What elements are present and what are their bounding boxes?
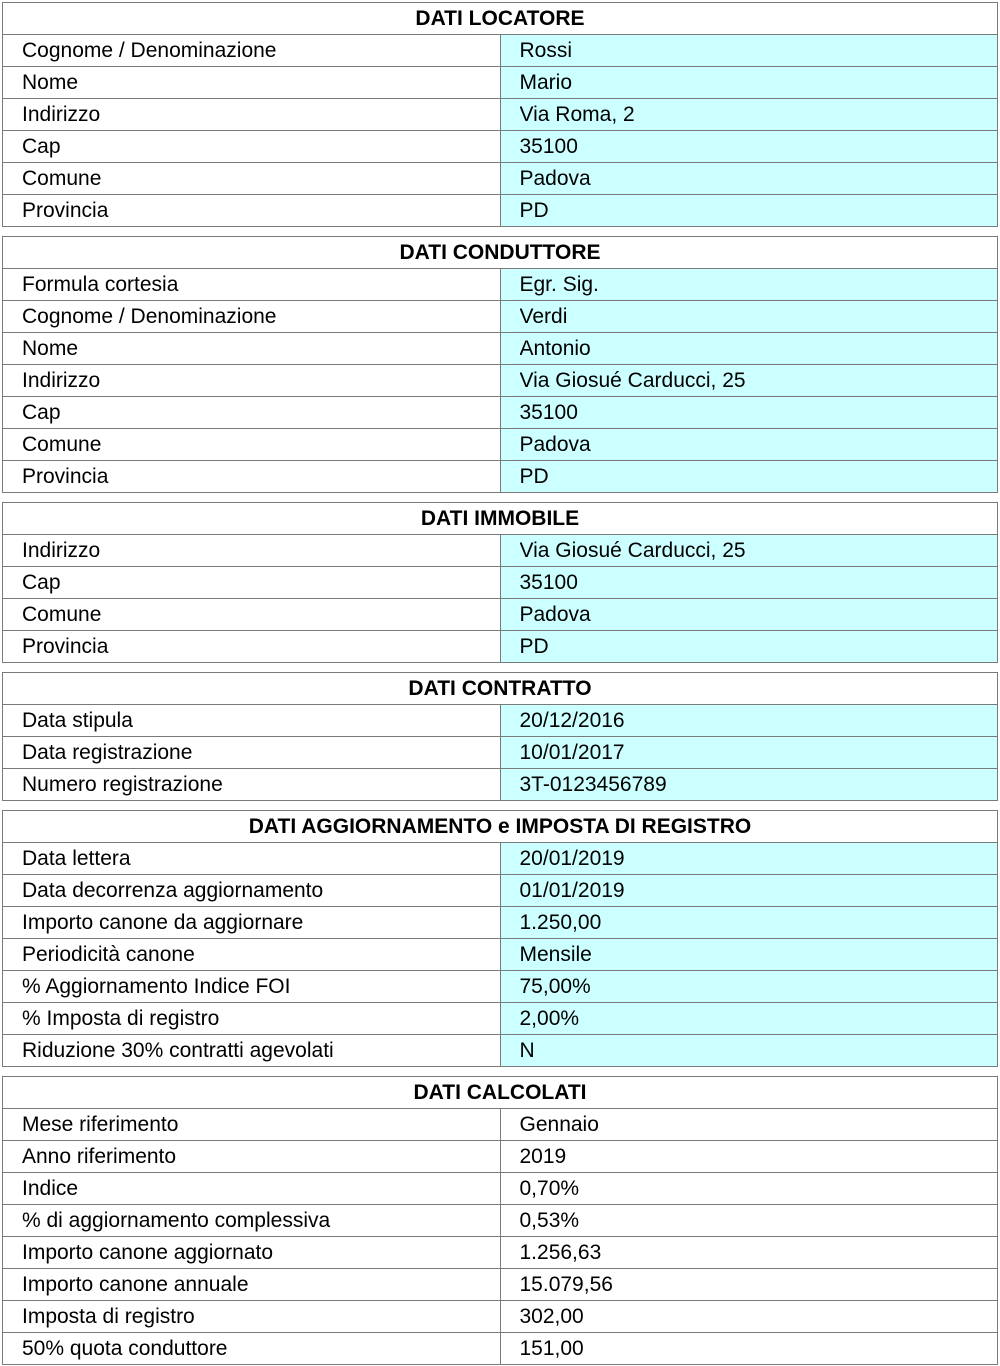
locatore-cognome-input[interactable]: [520, 35, 998, 66]
conduttore-cap-input[interactable]: [520, 397, 998, 428]
field-value-cell[interactable]: [500, 397, 998, 429]
contratto-data-registrazione-input[interactable]: [520, 737, 998, 768]
field-label: Provincia: [3, 461, 501, 493]
field-value-cell[interactable]: [500, 131, 998, 163]
conduttore-formula-input[interactable]: [520, 269, 998, 300]
field-value-cell[interactable]: [500, 535, 998, 567]
field-value-cell[interactable]: [500, 195, 998, 227]
field-value-cell[interactable]: [500, 875, 998, 907]
conduttore-indirizzo-input[interactable]: [520, 365, 998, 396]
field-label: Indirizzo: [3, 365, 501, 397]
field-label: Data decorrenza aggiornamento: [3, 875, 501, 907]
table-row: [3, 1269, 998, 1301]
field-label: 50% quota conduttore: [3, 1333, 501, 1365]
form-row: [3, 397, 998, 429]
field-value-cell[interactable]: [500, 301, 998, 333]
field-label: % di aggiornamento complessiva: [3, 1205, 501, 1237]
conduttore-comune-input[interactable]: [520, 429, 998, 460]
field-label: Comune: [3, 429, 501, 461]
form-row: [3, 535, 998, 567]
form-row: [3, 131, 998, 163]
field-value-cell[interactable]: [500, 843, 998, 875]
section-title: DATI LOCATORE: [3, 3, 998, 35]
field-value-cell[interactable]: [500, 1003, 998, 1035]
field-label: Imposta di registro: [3, 1301, 501, 1333]
field-label: Cap: [3, 567, 501, 599]
form-row: [3, 301, 998, 333]
aggiornamento-imposta-registro-input[interactable]: [520, 1003, 998, 1034]
table-row: [3, 1333, 998, 1365]
form-row: [3, 1003, 998, 1035]
field-value-cell[interactable]: [500, 35, 998, 67]
field-label: Indirizzo: [3, 535, 501, 567]
field-label: Riduzione 30% contratti agevolati: [3, 1035, 501, 1067]
field-label: Data lettera: [3, 843, 501, 875]
immobile-comune-input[interactable]: [520, 599, 998, 630]
section-calcolati: [2, 1076, 998, 1365]
computed-value: 0,53%: [500, 1205, 998, 1237]
field-value-cell[interactable]: [500, 971, 998, 1003]
aggiornamento-periodicita-input[interactable]: [520, 939, 998, 970]
section-contratto: [2, 672, 998, 801]
field-value-cell[interactable]: [500, 907, 998, 939]
field-value-cell[interactable]: [500, 333, 998, 365]
immobile-indirizzo-input[interactable]: [520, 535, 998, 566]
computed-value: 15.079,56: [500, 1269, 998, 1301]
form-row: [3, 907, 998, 939]
field-value-cell[interactable]: [500, 1035, 998, 1067]
aggiornamento-importo-canone-input[interactable]: [520, 907, 998, 938]
field-value-cell[interactable]: [500, 461, 998, 493]
field-value-cell[interactable]: [500, 939, 998, 971]
form-row: [3, 163, 998, 195]
form-row: [3, 67, 998, 99]
section-locatore: [2, 2, 998, 227]
form-row: [3, 195, 998, 227]
aggiornamento-data-lettera-input[interactable]: [520, 843, 998, 874]
table-row: [3, 1301, 998, 1333]
locatore-comune-input[interactable]: [520, 163, 998, 194]
form-row: [3, 333, 998, 365]
form-row: [3, 599, 998, 631]
aggiornamento-indice-foi-input[interactable]: [520, 971, 998, 1002]
section-title: DATI CONDUTTORE: [3, 237, 998, 269]
computed-value: 151,00: [500, 1333, 998, 1365]
section-aggiornamento: [2, 810, 998, 1067]
field-label: Cognome / Denominazione: [3, 301, 501, 333]
form-row: [3, 99, 998, 131]
field-value-cell[interactable]: [500, 429, 998, 461]
field-label: Data registrazione: [3, 737, 501, 769]
section-immobile: [2, 502, 998, 663]
table-row: [3, 1109, 998, 1141]
table-row: [3, 1141, 998, 1173]
contratto-data-stipula-input[interactable]: [520, 705, 998, 736]
conduttore-provincia-input[interactable]: [520, 461, 998, 492]
field-value-cell[interactable]: [500, 705, 998, 737]
field-label: Cognome / Denominazione: [3, 35, 501, 67]
field-label: Importo canone aggiornato: [3, 1237, 501, 1269]
section-conduttore: [2, 236, 998, 493]
computed-value: 2019: [500, 1141, 998, 1173]
immobile-provincia-input[interactable]: [520, 631, 998, 662]
field-label: Indirizzo: [3, 99, 501, 131]
form-row: [3, 971, 998, 1003]
form-row: [3, 769, 998, 801]
locatore-nome-input[interactable]: [520, 67, 998, 98]
field-value-cell[interactable]: [500, 769, 998, 801]
section-title: DATI CALCOLATI: [3, 1077, 998, 1109]
field-label: Cap: [3, 397, 501, 429]
field-value-cell[interactable]: [500, 99, 998, 131]
field-value-cell[interactable]: [500, 365, 998, 397]
field-value-cell[interactable]: [500, 567, 998, 599]
form-row: [3, 843, 998, 875]
field-label: Importo canone annuale: [3, 1269, 501, 1301]
conduttore-nome-input[interactable]: [520, 333, 998, 364]
immobile-cap-input[interactable]: [520, 567, 998, 598]
field-label: Formula cortesia: [3, 269, 501, 301]
field-value-cell[interactable]: [500, 631, 998, 663]
form-row: [3, 461, 998, 493]
section-title: DATI CONTRATTO: [3, 673, 998, 705]
field-label: Cap: [3, 131, 501, 163]
form-row: [3, 429, 998, 461]
locatore-indirizzo-input[interactable]: [520, 99, 998, 130]
field-label: Provincia: [3, 631, 501, 663]
form-row: [3, 269, 998, 301]
form-row: [3, 737, 998, 769]
field-value-cell[interactable]: [500, 67, 998, 99]
field-value-cell[interactable]: [500, 599, 998, 631]
field-label: Anno riferimento: [3, 1141, 501, 1173]
form-row: [3, 365, 998, 397]
field-label: % Imposta di registro: [3, 1003, 501, 1035]
field-label: Nome: [3, 67, 501, 99]
locatore-provincia-input[interactable]: [520, 195, 998, 226]
field-label: Mese riferimento: [3, 1109, 501, 1141]
field-value-cell[interactable]: [500, 737, 998, 769]
section-title: DATI AGGIORNAMENTO e IMPOSTA DI REGISTRO: [3, 811, 998, 843]
form-row: [3, 35, 998, 67]
aggiornamento-riduzione-input[interactable]: [520, 1035, 998, 1066]
form-row: [3, 939, 998, 971]
field-label: Numero registrazione: [3, 769, 501, 801]
field-label: % Aggiornamento Indice FOI: [3, 971, 501, 1003]
field-label: Provincia: [3, 195, 501, 227]
form-row: [3, 705, 998, 737]
table-row: [3, 1237, 998, 1269]
computed-value: Gennaio: [500, 1109, 998, 1141]
field-label: Data stipula: [3, 705, 501, 737]
table-row: [3, 1173, 998, 1205]
field-label: Periodicità canone: [3, 939, 501, 971]
contratto-numero-registrazione-input[interactable]: [520, 769, 998, 800]
field-value-cell[interactable]: [500, 269, 998, 301]
form-row: [3, 1035, 998, 1067]
field-label: Importo canone da aggiornare: [3, 907, 501, 939]
field-value-cell[interactable]: [500, 163, 998, 195]
table-row: [3, 1205, 998, 1237]
field-label: Comune: [3, 163, 501, 195]
field-label: Nome: [3, 333, 501, 365]
form-row: [3, 875, 998, 907]
locatore-cap-input[interactable]: [520, 131, 998, 162]
computed-value: 302,00: [500, 1301, 998, 1333]
form-row: [3, 631, 998, 663]
computed-value: 0,70%: [500, 1173, 998, 1205]
computed-value: 1.256,63: [500, 1237, 998, 1269]
form-row: [3, 567, 998, 599]
aggiornamento-data-decorrenza-input[interactable]: [520, 875, 998, 906]
conduttore-cognome-input[interactable]: [520, 301, 998, 332]
field-label: Indice: [3, 1173, 501, 1205]
section-title: DATI IMMOBILE: [3, 503, 998, 535]
field-label: Comune: [3, 599, 501, 631]
